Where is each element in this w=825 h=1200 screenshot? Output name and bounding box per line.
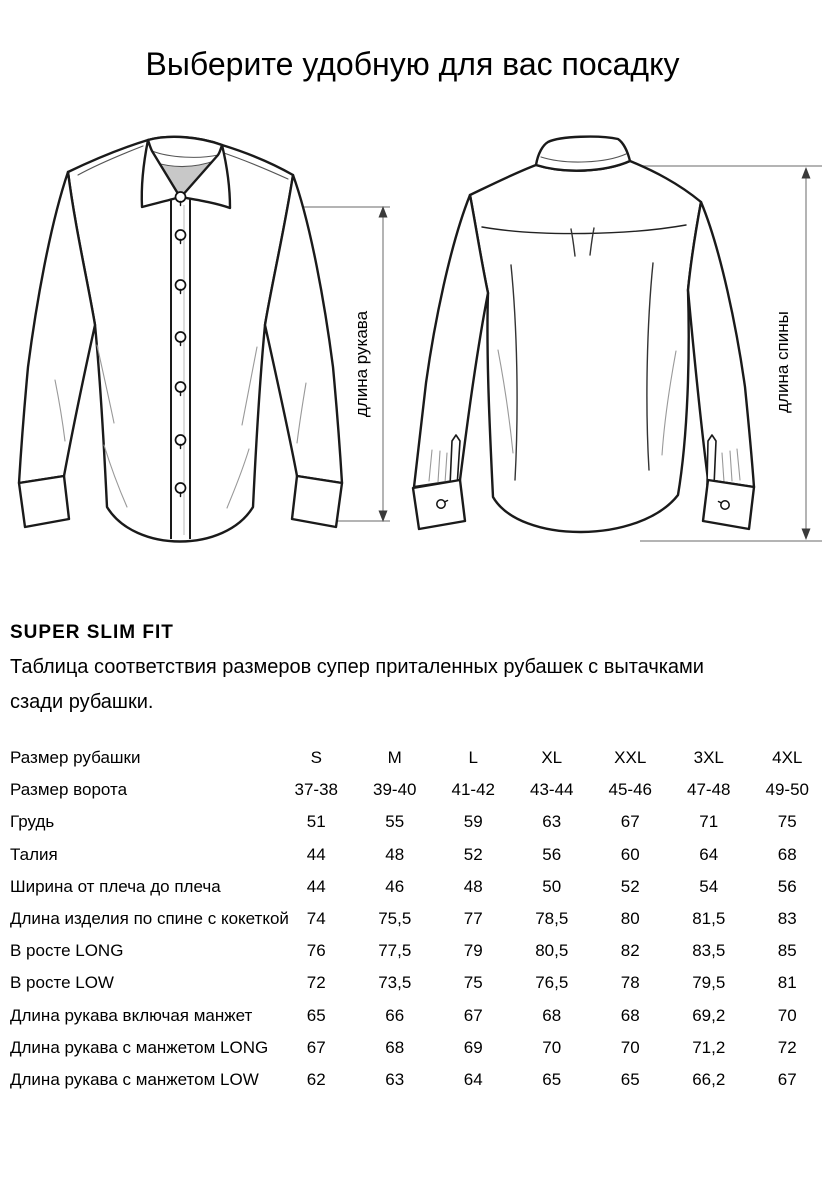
row-value: 71,2 <box>692 1037 726 1057</box>
row-label: Длина рукава включая манжет <box>10 1005 253 1025</box>
row-value: 72 <box>306 973 326 993</box>
row-value: 83 <box>777 909 797 929</box>
row-value: XXL <box>614 748 647 768</box>
row-value: 47-48 <box>687 780 731 800</box>
row-label: Размер ворота <box>10 780 128 800</box>
row-value: 76 <box>306 941 326 961</box>
row-value: 44 <box>306 844 326 864</box>
row-value: 63 <box>542 812 562 832</box>
row-value: 55 <box>385 812 405 832</box>
table-row <box>10 1032 825 1064</box>
row-value: 56 <box>777 876 797 896</box>
row-value: 70 <box>777 1005 797 1025</box>
row-value: 50 <box>542 876 562 896</box>
page-title: Выберите удобную для вас посадку <box>145 46 680 82</box>
row-value: 64 <box>463 1069 483 1089</box>
shirt-measurement-diagram <box>0 115 825 560</box>
back-right-sleeve-placket <box>707 435 716 486</box>
row-value: 79 <box>463 941 483 961</box>
row-value: 77 <box>463 909 483 929</box>
row-value: 49-50 <box>765 780 809 800</box>
row-value: 3XL <box>693 748 724 768</box>
row-value: 54 <box>699 876 719 896</box>
row-value: 66 <box>385 1005 405 1025</box>
fit-description-line2: сзади рубашки. <box>10 691 154 713</box>
row-value: 65 <box>542 1069 562 1089</box>
row-value: 69,2 <box>692 1005 726 1025</box>
row-value: 76,5 <box>535 973 569 993</box>
row-label: В росте LONG <box>10 941 124 961</box>
row-value: 82 <box>620 941 640 961</box>
table-row <box>10 967 825 999</box>
row-value: 41-42 <box>451 780 495 800</box>
shirt-front-illustration <box>19 137 342 542</box>
row-value: 65 <box>306 1005 326 1025</box>
row-value: S <box>310 748 322 768</box>
size-table-body <box>10 742 825 1096</box>
row-label: Грудь <box>10 812 55 832</box>
row-value: 81,5 <box>692 909 726 929</box>
row-value: 48 <box>385 844 405 864</box>
row-value: 59 <box>463 812 483 832</box>
row-value: 56 <box>542 844 562 864</box>
table-row <box>10 1064 825 1096</box>
row-value: 4XL <box>772 748 803 768</box>
table-row <box>10 871 825 903</box>
row-value: 83,5 <box>692 941 726 961</box>
row-value: 46 <box>385 876 405 896</box>
row-value: 51 <box>306 812 326 832</box>
row-value: 67 <box>463 1005 483 1025</box>
row-value: 44 <box>306 876 326 896</box>
row-value: 70 <box>542 1037 562 1057</box>
row-value: 48 <box>463 876 483 896</box>
row-value: 74 <box>306 909 326 929</box>
row-label: Размер рубашки <box>10 748 141 768</box>
row-value: 75 <box>777 812 797 832</box>
row-value: 85 <box>777 941 797 961</box>
table-row <box>10 742 825 774</box>
fit-heading: SUPER SLIM FIT <box>10 622 174 643</box>
shirt-diagram-svg <box>0 115 825 560</box>
row-value: 62 <box>306 1069 326 1089</box>
table-row <box>10 935 825 967</box>
row-value: 78 <box>620 973 640 993</box>
table-row <box>10 806 825 838</box>
row-value: 68 <box>542 1005 562 1025</box>
table-row <box>10 774 825 806</box>
row-value: 67 <box>620 812 640 832</box>
sleeve-length-label: длина рукава <box>352 310 371 418</box>
row-value: 37-38 <box>294 780 338 800</box>
row-value: 64 <box>699 844 719 864</box>
row-value: 69 <box>463 1037 483 1057</box>
row-value: 65 <box>620 1069 640 1089</box>
row-label: Длина рукава с манжетом LONG <box>10 1037 269 1057</box>
row-label: Длина изделия по спине с кокеткой <box>10 909 289 929</box>
row-value: 78,5 <box>535 909 569 929</box>
front-left-cuff <box>19 476 69 527</box>
row-value: 75 <box>463 973 483 993</box>
row-value: 66,2 <box>692 1069 726 1089</box>
shirt-back-illustration <box>413 137 754 532</box>
row-value: 60 <box>620 844 640 864</box>
row-value: 68 <box>620 1005 640 1025</box>
row-value: 68 <box>385 1037 405 1057</box>
front-right-cuff <box>292 476 342 527</box>
row-value: 81 <box>777 973 797 993</box>
row-value: 52 <box>620 876 640 896</box>
row-value: 80,5 <box>535 941 569 961</box>
fit-description <box>10 650 815 720</box>
back-collar <box>536 137 630 171</box>
row-label: Ширина от плеча до плеча <box>10 876 221 896</box>
row-value: 71 <box>699 812 719 832</box>
row-value: 79,5 <box>692 973 726 993</box>
row-label: Талия <box>10 844 58 864</box>
fit-description-line1: Таблица соответствия размеров супер приталенных рубашек с вытачками <box>10 656 704 678</box>
row-value: 43-44 <box>530 780 574 800</box>
table-row <box>10 839 825 871</box>
row-value: M <box>387 748 402 768</box>
row-value: 77,5 <box>378 941 412 961</box>
row-value: 68 <box>777 844 797 864</box>
row-value: 52 <box>463 844 483 864</box>
row-value: 75,5 <box>378 909 412 929</box>
row-value: 67 <box>306 1037 326 1057</box>
arrow-up-icon <box>802 167 811 179</box>
table-row <box>10 903 825 935</box>
row-value: 63 <box>385 1069 405 1089</box>
row-label: Длина рукава с манжетом LOW <box>10 1069 259 1089</box>
row-value: 39-40 <box>373 780 417 800</box>
row-value: 67 <box>777 1069 797 1089</box>
row-value: 80 <box>620 909 640 929</box>
row-value: 70 <box>620 1037 640 1057</box>
row-value: 45-46 <box>608 780 652 800</box>
row-value: L <box>468 748 478 768</box>
row-value: XL <box>541 748 563 768</box>
row-value: 72 <box>777 1037 797 1057</box>
back-length-label: длина спины <box>773 311 792 413</box>
row-value: 73,5 <box>378 973 412 993</box>
arrow-down-icon <box>802 529 811 541</box>
row-label: В росте LOW <box>10 973 114 993</box>
table-row <box>10 1000 825 1032</box>
size-table <box>10 742 825 1096</box>
